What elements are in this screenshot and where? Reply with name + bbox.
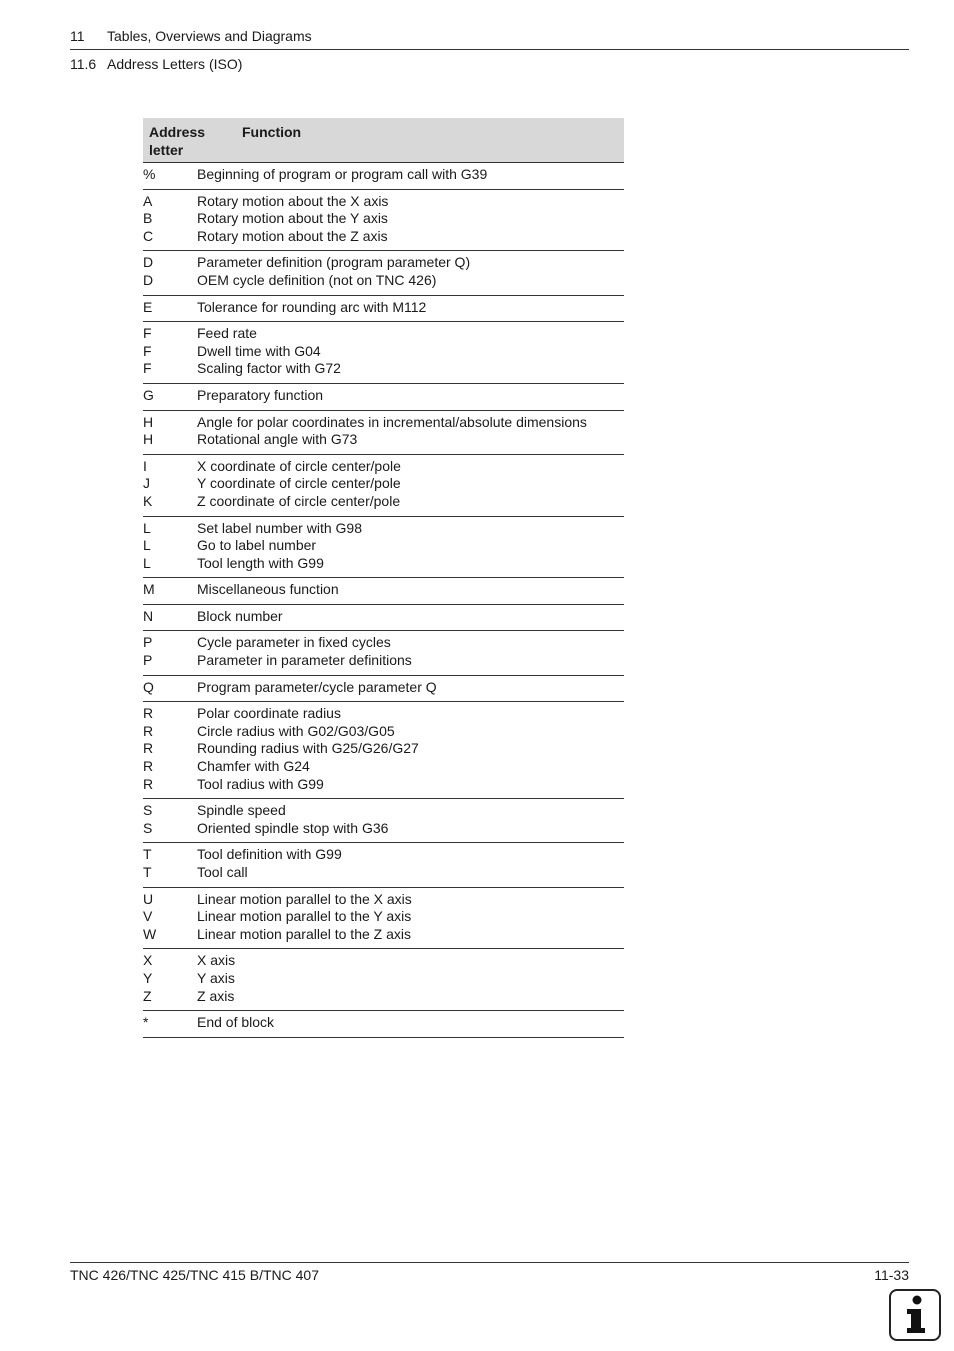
function-cell: Tool length with G99 xyxy=(197,554,324,571)
function-cell: OEM cycle definition (not on TNC 426) xyxy=(197,271,437,288)
address-letter-cell: I xyxy=(143,457,147,474)
table-row xyxy=(143,387,624,405)
table-row-group xyxy=(143,251,624,295)
table-row xyxy=(143,970,624,988)
address-letter-cell: T xyxy=(143,864,152,880)
table-row-group xyxy=(143,296,624,323)
table-row-group xyxy=(143,888,624,950)
address-letter-cell: F xyxy=(143,360,152,377)
function-cell: Parameter definition (program parameter Q) xyxy=(197,254,471,271)
address-letter-cell: P xyxy=(143,652,153,669)
function-cell: Circle radius with G02/G03/G05 xyxy=(197,722,395,739)
address-letter-cell: N xyxy=(143,607,154,624)
table-row xyxy=(143,493,624,511)
address-letter-cell: R xyxy=(143,775,154,792)
address-letter-cell: M xyxy=(143,581,155,598)
function-cell: Angle for polar coordinates in incremental/absolute dimensions xyxy=(197,413,587,430)
table-row xyxy=(143,634,624,652)
table-row xyxy=(143,343,624,361)
address-letter-cell: Z xyxy=(143,987,152,1004)
function-cell: Go to label number xyxy=(197,537,317,554)
function-cell: Chamfer with G24 xyxy=(197,758,310,775)
info-icon xyxy=(889,1289,941,1341)
function-cell: Miscellaneous function xyxy=(197,581,339,598)
table-row xyxy=(143,705,624,723)
table-row xyxy=(143,458,624,476)
table-row-group xyxy=(143,843,624,887)
table-row xyxy=(143,166,624,184)
table-row xyxy=(143,740,624,758)
table-header xyxy=(143,118,624,163)
function-cell: Z axis xyxy=(197,987,235,1004)
function-cell: Feed rate xyxy=(197,325,257,342)
function-cell: Scaling factor with G72 xyxy=(197,360,341,377)
section-title: Address Letters (ISO) xyxy=(107,56,243,72)
function-cell: Block number xyxy=(197,607,283,624)
table-row xyxy=(143,891,624,909)
address-letter-table xyxy=(143,118,624,1038)
table-row xyxy=(143,758,624,776)
address-letter-cell: R xyxy=(143,758,154,775)
address-letter-cell: E xyxy=(143,298,153,315)
table-row xyxy=(143,431,624,449)
footer-model-names: TNC 426/TNC 425/TNC 415 B/TNC 407 xyxy=(70,1267,319,1283)
function-cell: End of block xyxy=(197,1014,275,1031)
table-row-group xyxy=(143,163,624,190)
table-row-group xyxy=(143,949,624,1011)
function-cell: Polar coordinate radius xyxy=(197,705,341,722)
chapter-header xyxy=(70,27,909,50)
table-row xyxy=(143,210,624,228)
table-row xyxy=(143,679,624,697)
table-row xyxy=(143,723,624,741)
table-row xyxy=(143,952,624,970)
table-row-group xyxy=(143,702,624,799)
table-row xyxy=(143,846,624,864)
table-row xyxy=(143,325,624,343)
table-row xyxy=(143,802,624,820)
address-letter-cell: P xyxy=(143,634,153,651)
function-cell: Linear motion parallel to the X axis xyxy=(197,890,412,907)
function-cell: Parameter in parameter definitions xyxy=(197,652,412,669)
address-letter-cell: % xyxy=(143,166,156,182)
table-row xyxy=(143,652,624,670)
table-row-group xyxy=(143,676,624,703)
function-cell: X axis xyxy=(197,952,236,969)
table-row xyxy=(143,864,624,882)
table-row xyxy=(143,360,624,378)
table-row-group xyxy=(143,517,624,579)
table-row-group xyxy=(143,605,624,632)
address-letter-cell: R xyxy=(143,722,154,739)
function-cell: Spindle speed xyxy=(197,802,286,819)
function-cell: Rounding radius with G25/G26/G27 xyxy=(197,740,419,757)
address-letter-cell: R xyxy=(143,740,154,757)
address-letter-cell: H xyxy=(143,431,154,448)
address-letter-cell: K xyxy=(143,492,153,509)
address-letter-cell: D xyxy=(143,254,154,271)
section-number: 11.6 xyxy=(70,56,97,72)
address-letter-cell: D xyxy=(143,271,154,288)
table-row xyxy=(143,608,624,626)
table-row xyxy=(143,414,624,432)
section-header xyxy=(70,55,242,73)
function-cell: Tool definition with G99 xyxy=(197,846,342,863)
table-row-group xyxy=(143,455,624,517)
table-row xyxy=(143,988,624,1006)
table-row xyxy=(143,1014,624,1032)
address-letter-cell: T xyxy=(143,846,152,863)
address-letter-cell: L xyxy=(143,519,151,536)
table-row-group xyxy=(143,799,624,843)
table-row xyxy=(143,475,624,493)
function-cell: Rotary motion about the X axis xyxy=(197,192,389,209)
function-cell: Beginning of program or program call with G39 xyxy=(197,166,488,182)
address-letter-cell: Y xyxy=(143,969,153,986)
function-cell: Program parameter/cycle parameter Q xyxy=(197,678,437,695)
table-row xyxy=(143,820,624,838)
function-cell: Y coordinate of circle center/pole xyxy=(197,475,401,492)
address-letter-cell: V xyxy=(143,908,153,925)
function-cell: Rotary motion about the Y axis xyxy=(197,210,388,227)
address-letter-cell: J xyxy=(143,475,150,492)
function-cell: Cycle parameter in fixed cycles xyxy=(197,634,391,651)
function-cell: Tool radius with G99 xyxy=(197,775,324,792)
address-letter-cell: R xyxy=(143,705,154,722)
function-cell: Rotary motion about the Z axis xyxy=(197,227,388,244)
address-letter-cell: G xyxy=(143,386,154,403)
address-letter-cell: F xyxy=(143,342,152,359)
address-letter-cell: L xyxy=(143,537,151,554)
table-row-group xyxy=(143,384,624,411)
table-body xyxy=(143,163,624,1038)
table-row xyxy=(143,581,624,599)
function-cell: Y axis xyxy=(197,969,235,986)
address-letter-cell: S xyxy=(143,819,153,836)
function-cell: Rotational angle with G73 xyxy=(197,431,358,448)
address-letter-cell: Q xyxy=(143,678,154,695)
table-row xyxy=(143,299,624,317)
address-letter-cell: H xyxy=(143,413,154,430)
table-row-group xyxy=(143,578,624,605)
function-cell: Dwell time with G04 xyxy=(197,342,321,359)
function-cell: Set label number with G98 xyxy=(197,519,362,536)
table-row-group xyxy=(143,190,624,252)
table-row-group xyxy=(143,1011,624,1038)
table-row xyxy=(143,228,624,246)
table-row xyxy=(143,537,624,555)
chapter-title: Tables, Overviews and Diagrams xyxy=(107,28,312,44)
function-cell: Z coordinate of circle center/pole xyxy=(197,492,401,509)
table-row xyxy=(143,908,624,926)
table-row xyxy=(143,926,624,944)
page-number: 11-33 xyxy=(874,1267,909,1283)
function-cell: Tolerance for rounding arc with M112 xyxy=(197,298,427,315)
address-letter-cell: * xyxy=(143,1014,149,1031)
address-letter-cell: B xyxy=(143,210,153,227)
address-letter-cell: L xyxy=(143,554,151,571)
table-row xyxy=(143,776,624,794)
address-letter-cell: W xyxy=(143,925,157,942)
column-header-address-line1: Address xyxy=(149,124,206,140)
address-letter-cell: C xyxy=(143,227,154,244)
table-row xyxy=(143,254,624,272)
function-cell: Linear motion parallel to the Y axis xyxy=(197,908,412,925)
function-cell: X coordinate of circle center/pole xyxy=(197,457,401,474)
address-letter-cell: S xyxy=(143,802,153,819)
table-row-group xyxy=(143,631,624,675)
chapter-number: 11 xyxy=(70,28,85,44)
page-footer xyxy=(70,1262,909,1283)
function-cell: Linear motion parallel to the Z axis xyxy=(197,925,411,942)
table-row-group xyxy=(143,322,624,384)
address-letter-cell: F xyxy=(143,325,152,342)
table-row xyxy=(143,193,624,211)
column-header-address xyxy=(149,123,229,159)
column-header-function: Function xyxy=(242,124,302,140)
table-row xyxy=(143,272,624,290)
table-row xyxy=(143,520,624,538)
table-row-group xyxy=(143,411,624,455)
function-cell: Oriented spindle stop with G36 xyxy=(197,819,389,836)
address-letter-cell: X xyxy=(143,952,153,969)
column-header-address-line2: letter xyxy=(149,142,184,158)
address-letter-cell: U xyxy=(143,890,154,907)
address-letter-cell: A xyxy=(143,192,153,209)
table-row xyxy=(143,555,624,573)
function-cell: Tool call xyxy=(197,864,248,880)
function-cell: Preparatory function xyxy=(197,386,324,403)
